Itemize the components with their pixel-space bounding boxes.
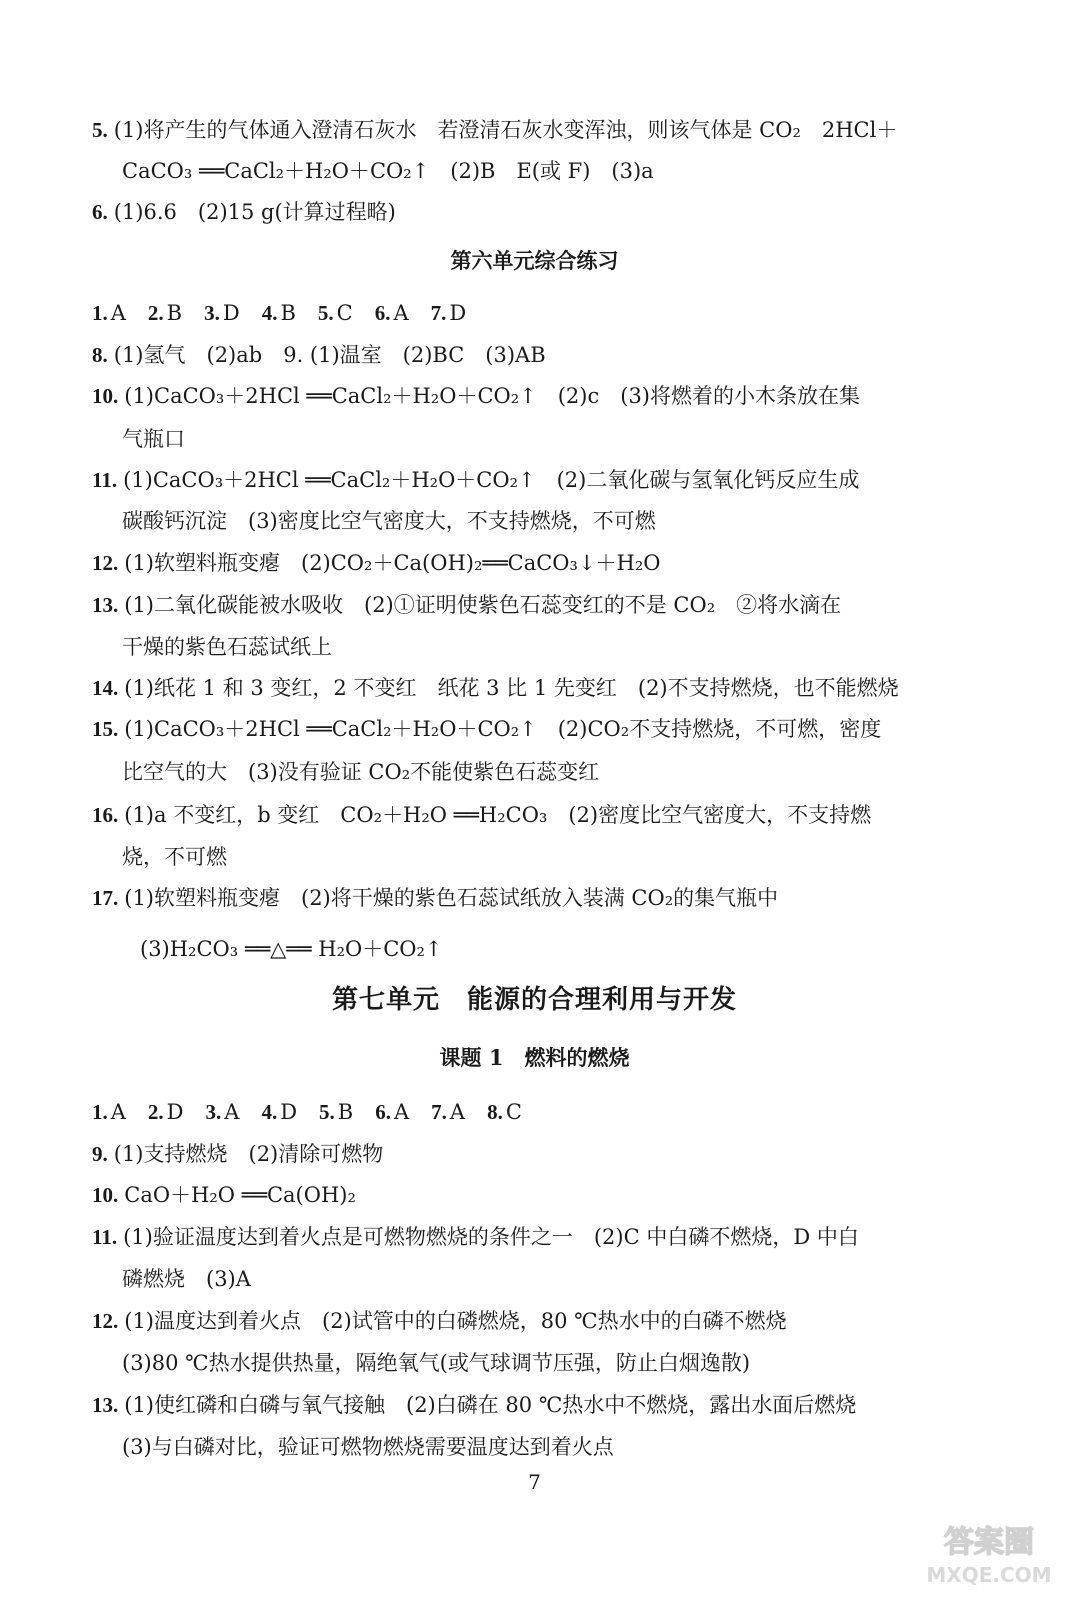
multiple-choice-answers [92,298,1069,328]
question-number: 12. [92,1309,119,1333]
watermark-top-text: 答案圈 [944,1525,1034,1560]
question-number: 5. [317,301,334,325]
question-number: 5. [319,1100,335,1124]
answer-line [92,800,1069,830]
answer-value: C [505,1100,522,1124]
answer-text: (1)软塑料瓶变瘪 (2)将干燥的紫色石蕊试纸放入装满 CO₂的集气瓶中 [124,886,779,910]
mc-answer [148,301,182,325]
answer-line [92,1180,1069,1210]
answer-text: CaO＋H₂O ══Ca(OH)₂ [124,1183,356,1207]
answer-line [92,197,1069,227]
question-number: 3. [204,301,220,325]
answer-continuation [122,842,1069,872]
question-number: 1. [92,301,108,325]
question-number: 2. [147,1100,164,1124]
watermark-logo [919,1512,1059,1592]
answer-text: 磷燃烧 (3)A [122,1267,251,1291]
answer-line [92,548,1069,578]
answer-continuation [122,1348,1069,1378]
answer-line [92,714,1069,744]
question-number: 17. [92,886,119,910]
answer-text: 烧，不可燃 [122,845,227,869]
answer-text: (1)将产生的气体通入澄清石灰水 若澄清石灰水变浑浊，则该气体是 CO₂ 2HCl＋ [113,118,898,142]
mc-answer [206,1100,240,1124]
answer-line [92,590,1069,620]
question-number: 2. [147,301,164,325]
answer-continuation [122,632,1069,662]
mc-answer [92,301,126,325]
question-number: 13. [92,593,119,617]
watermark-bottom-text: MXQE.COM [926,1563,1052,1587]
question-number: 10. [92,384,119,408]
mc-answer [431,301,467,325]
mc-answer [262,301,296,325]
question-number: 9. [92,1142,108,1166]
answer-text: (1)CaCO₃＋2HCl ══CaCl₂＋H₂O＋CO₂↑ (2)c (3)将燃着的小木条放在集 [124,384,860,408]
question-number: 4. [261,1100,278,1124]
answer-text: (1)二氧化碳能被水吸收 (2)①证明使紫色石蕊变红的不是 CO₂ ②将水滴在 [124,593,842,617]
answer-continuation [122,506,1069,536]
mc-answer [318,301,353,325]
answer-value: D [449,301,467,325]
answer-continuation [122,1264,1069,1294]
question-number: 6. [375,1100,391,1124]
answer-text: (3)H₂CO₃ ══△══ H₂O＋CO₂↑ [140,937,443,961]
question-number: 11. [92,468,118,492]
mc-answer [92,1100,126,1124]
answer-text: 气瓶口 [122,427,185,451]
answer-line [92,1139,1069,1169]
answer-continuation [122,156,1069,186]
answer-text: (1)CaCO₃＋2HCl ══CaCl₂＋H₂O＋CO₂↑ (2)二氧化碳与氢氧化钙反应生成 [123,468,860,492]
question-number: 5. [92,118,108,142]
answer-line [92,381,1069,411]
answer-value: D [222,301,240,325]
question-number: 11. [92,1225,118,1249]
answer-text: 碳酸钙沉淀 (3)密度比空气密度大，不支持燃烧，不可燃 [122,509,656,533]
answer-text: CaCO₃ ══CaCl₂＋H₂O＋CO₂↑ (2)B E(或 F) (3)a [122,159,654,183]
answer-text: (1)6.6 (2)15 g(计算过程略) [113,200,396,224]
answer-text: (1)温度达到着火点 (2)试管中的白磷燃烧，80 ℃热水中的白磷不燃烧 [124,1309,787,1333]
answer-value: D [166,1100,184,1124]
question-number: 16. [92,803,119,827]
answer-value: A [393,1100,410,1124]
answer-value: A [110,1100,126,1124]
question-number: 6. [374,301,391,325]
question-number: 14. [92,676,119,700]
answer-line [92,1222,1069,1252]
answer-continuation [122,757,1069,787]
mc-answer [261,1100,297,1124]
question-number: 15. [92,717,119,741]
answer-value: D [280,1100,298,1124]
mc-answer [319,1100,353,1124]
question-number: 13. [92,1393,119,1417]
question-number: 12. [92,551,119,575]
answer-text: (3)80 ℃热水提供热量，隔绝氧气(或气球调节压强，防止白烟逸散) [122,1351,751,1375]
answer-line [92,883,1069,913]
mc-answer [375,1100,409,1124]
mc-answer [375,301,409,325]
answer-value: B [166,301,183,325]
answer-text: (3)与白磷对比，验证可燃物燃烧需要温度达到着火点 [122,1435,614,1459]
page-number: 7 [528,1470,541,1494]
answer-continuation [140,934,1069,964]
answer-text: (1)a 不变红，b 变红 CO₂＋H₂O ══H₂CO₃ (2)密度比空气密度大，不支持燃 [124,803,872,827]
question-number: 10. [92,1183,119,1207]
question-number: 4. [261,301,278,325]
answer-line [92,340,1069,370]
answer-value: A [393,301,409,325]
answer-value: B [280,301,296,325]
answer-line [92,115,1069,145]
section-heading: 课题 1 燃料的燃烧 [439,1045,630,1070]
answer-text: (1)验证温度达到着火点是可燃物燃烧的条件之一 (2)C 中白磷不燃烧，D 中白 [123,1225,859,1249]
answer-line [92,465,1069,495]
question-number: 1. [92,1100,108,1124]
question-number: 7. [430,301,447,325]
answer-continuation [122,1432,1069,1462]
mc-answer [204,301,240,325]
answer-value: A [224,1100,240,1124]
mc-answer [431,1100,465,1124]
answer-line [92,1306,1069,1336]
answer-line [92,1390,1069,1420]
answer-value: A [110,301,126,325]
unit-heading: 第七单元 能源的合理利用与开发 [331,985,737,1015]
answer-line [92,673,1069,703]
answer-value: B [337,1100,354,1124]
question-number: 7. [431,1100,447,1124]
answer-text: (1)氢气 (2)ab 9. (1)温室 (2)BC (3)AB [113,343,546,367]
mc-answer [148,1100,184,1124]
question-number: 6. [92,200,108,224]
answer-text: (1)软塑料瓶变瘪 (2)CO₂＋Ca(OH)₂══CaCO₃↓＋H₂O [124,551,661,575]
answer-text: (1)纸花 1 和 3 变红，2 不变红 纸花 3 比 1 先变红 (2)不支持燃烧，也不能燃烧 [124,676,899,700]
answer-text: (1)CaCO₃＋2HCl ══CaCl₂＋H₂O＋CO₂↑ (2)CO₂不支持燃烧，不可燃，密度 [124,717,882,741]
answer-text: 比空气的大 (3)没有验证 CO₂不能使紫色石蕊变红 [122,760,600,784]
section-heading: 第六单元综合练习 [450,248,619,273]
mc-answer [487,1100,522,1124]
answer-value: A [449,1100,466,1124]
question-number: 8. [92,343,108,367]
question-number: 3. [205,1100,222,1124]
answer-text: (1)使红磷和白磷与氧气接触 (2)白磷在 80 ℃热水中不燃烧，露出水面后燃烧 [124,1393,857,1417]
question-number: 8. [487,1100,503,1124]
answer-value: C [336,301,353,325]
answer-text: (1)支持燃烧 (2)清除可燃物 [113,1142,384,1166]
answer-text: 干燥的紫色石蕊试纸上 [122,635,332,659]
multiple-choice-answers [92,1097,1069,1127]
answer-continuation [122,424,1069,454]
